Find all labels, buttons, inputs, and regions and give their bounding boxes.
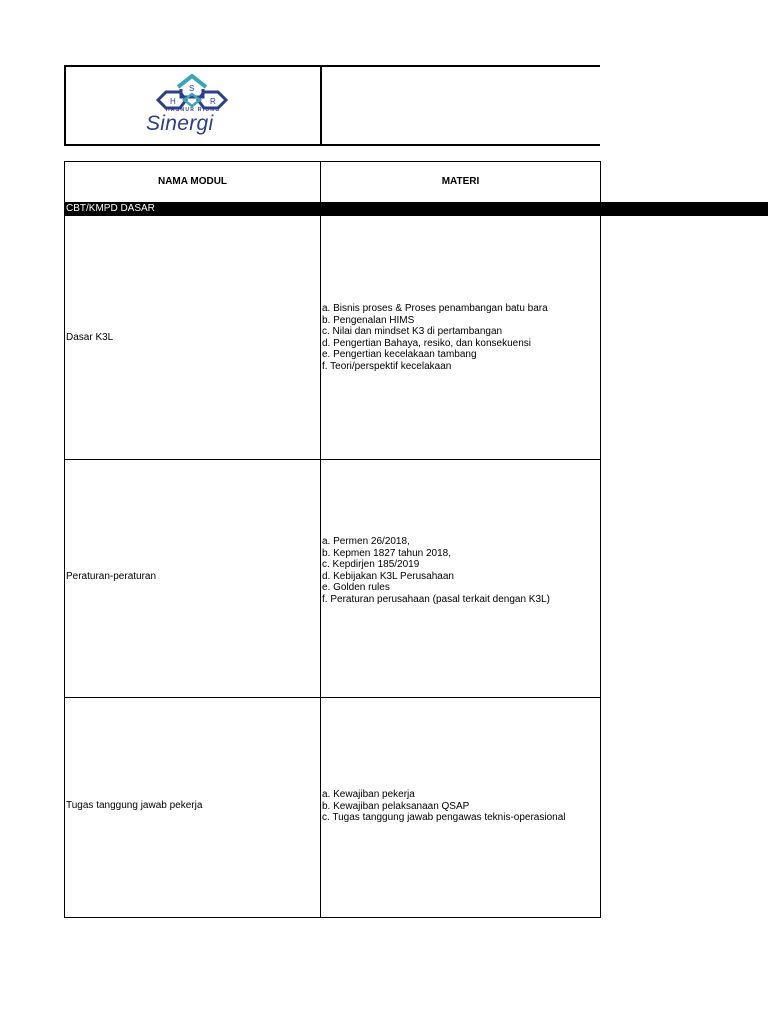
column-header-nama-modul: NAMA MODUL <box>157 176 228 188</box>
materi-item: a. Permen 26/2018, <box>322 536 410 547</box>
logo-letter-h: H <box>170 97 176 106</box>
row-1-modul: Dasar K3L <box>66 332 114 343</box>
section-label: CBT/KMPD DASAR <box>64 202 768 216</box>
materi-item: b. Kepmen 1827 tahun 2018, <box>322 547 451 559</box>
row-divider-2 <box>64 697 601 698</box>
materi-item: a. Bisnis proses & Proses penambangan batu bara <box>322 303 548 314</box>
materi-item: f. Teori/perspektif kecelakaan <box>322 360 452 372</box>
materi-item: c. Tugas tanggung jawab pengawas teknis-operasional <box>322 812 566 823</box>
materi-item: f. Peraturan perusahaan (pasal terkait dengan K3L) <box>322 593 550 605</box>
row-3-materi <box>322 789 566 824</box>
column-header-materi: MATERI <box>441 176 480 188</box>
table-border-bottom <box>64 917 601 918</box>
materi-item: b. Kewajiban pelaksanaan QSAP <box>322 800 470 812</box>
materi-item: c. Nilai dan mindset K3 di pertambangan <box>322 326 503 337</box>
materi-item: e. Golden rules <box>322 582 390 593</box>
row-divider-1 <box>64 459 601 460</box>
logo-wordmark: Sinergi <box>146 112 214 135</box>
table-border-left <box>64 161 65 918</box>
logo-letter-r: R <box>210 97 216 106</box>
logo-subtext: HASNUR RIUNG <box>166 107 221 113</box>
table-column-divider <box>320 161 321 918</box>
row-1-materi <box>322 303 548 372</box>
materi-item: a. Kewajiban pekerja <box>322 789 415 800</box>
row-2-materi <box>322 536 550 605</box>
materi-item: b. Pengenalan HIMS <box>322 314 415 326</box>
row-2-modul: Peraturan-peraturan <box>66 571 157 582</box>
materi-item: c. Kepdirjen 185/2019 <box>322 559 420 570</box>
company-logo <box>136 73 248 139</box>
materi-item: e. Pengertian kecelakaan tambang <box>322 349 477 360</box>
table-border-right <box>600 161 601 918</box>
materi-item: d. Pengertian Bahaya, resiko, dan konsekuensi <box>322 337 532 349</box>
materi-item: d. Kebijakan K3L Perusahaan <box>322 570 454 582</box>
row-3-modul: Tugas tanggung jawab pekerja <box>66 800 203 811</box>
header-divider <box>320 65 322 146</box>
logo-letter-s: S <box>189 84 195 93</box>
